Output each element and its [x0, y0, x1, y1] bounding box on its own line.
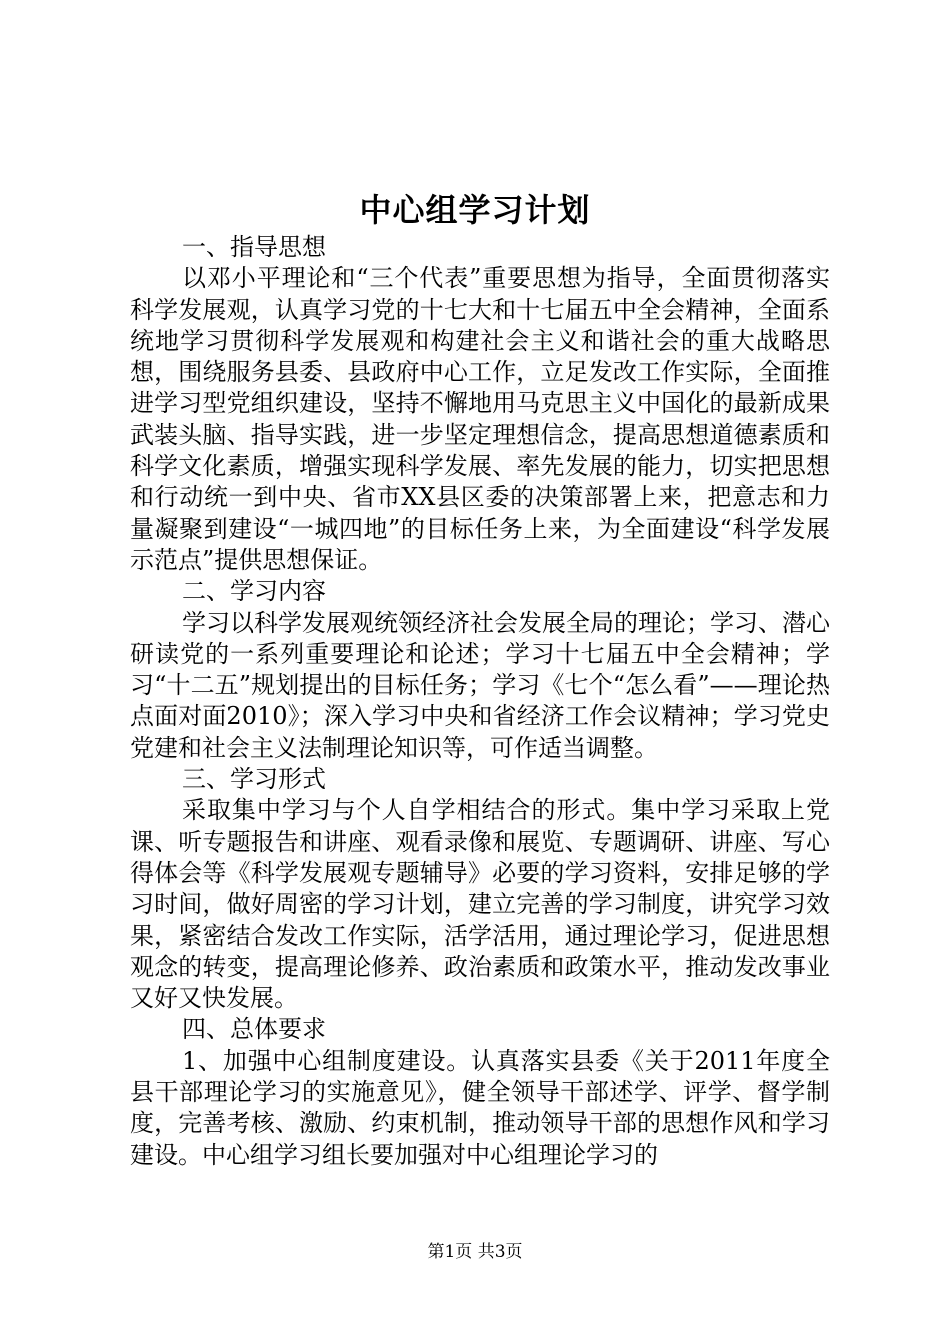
body-paragraph: 采取集中学习与个人自学相结合的形式。集中学习采取上党课、听专题报告和讲座、观看录像和展览、专题调研、讲座、写心得体会等《科学发展观专题辅导》必要的学习资料，安排足够的学习时间，做好周密的学习计划，建立完善的学习制度，讲究学习效果，紧密结合发改工作实际，活学活用，通过理论学习，促进思想观念的转变，提高理论修养、政治素质和政策水平，推动发改事业又好又快发展。 — [130, 796, 830, 1013]
section-heading-study-form: 三、学习形式 — [182, 765, 326, 794]
section-heading-guiding-ideology: 一、指导思想 — [182, 233, 326, 261]
page-number-footer: 第1页 共3页 — [427, 1242, 523, 1262]
document-title: 中心组学习计划 — [359, 191, 591, 229]
document-body — [130, 232, 830, 1171]
body-paragraph: 1、加强中心组制度建设。认真落实县委《关于2011年度全县干部理论学习的实施意见》，健全领导干部述学、评学、督学制度，完善考核、激励、约束机制，推动领导干部的思想作风和学习建设。中心组学习组长要加强对中心组理论学习的 — [130, 1046, 830, 1169]
section-heading-study-content: 二、学习内容 — [182, 577, 326, 606]
body-paragraph: 学习以科学发展观统领经济社会发展全局的理论；学习、潜心研读党的一系列重要理论和论述；学习十七届五中全会精神；学习“十二五”规划提出的目标任务；学习《七个“怎么看”——理论热点面对面2010》；深入学习中央和省经济工作会议精神；学习党史党建和社会主义法制理论知识等，可作适当调整。 — [130, 608, 830, 762]
body-paragraph: 以邓小平理论和“三个代表”重要思想为指导，全面贯彻落实科学发展观，认真学习党的十七大和十七届五中全会精神，全面系统地学习贯彻科学发展观和构建社会主义和谐社会的重大战略思想，围绕服务县委、县政府中心工作，立足发改工作实际，全面推进学习型党组织建设，坚持不懈地用马克思主义中国化的最新成果武装头脑、指导实践，进一步坚定理想信念，提高思想道德素质和科学文化素质，增强实现科学发展、率先发展的能力，切实把思想和行动统一到中央、省市XX县区委的决策部署上来，把意志和力量凝聚到建设“一城四地”的目标任务上来，为全面建设“科学发展示范点”提供思想保证。 — [130, 264, 830, 574]
section-heading-general-requirements: 四、总体要求 — [182, 1015, 326, 1044]
